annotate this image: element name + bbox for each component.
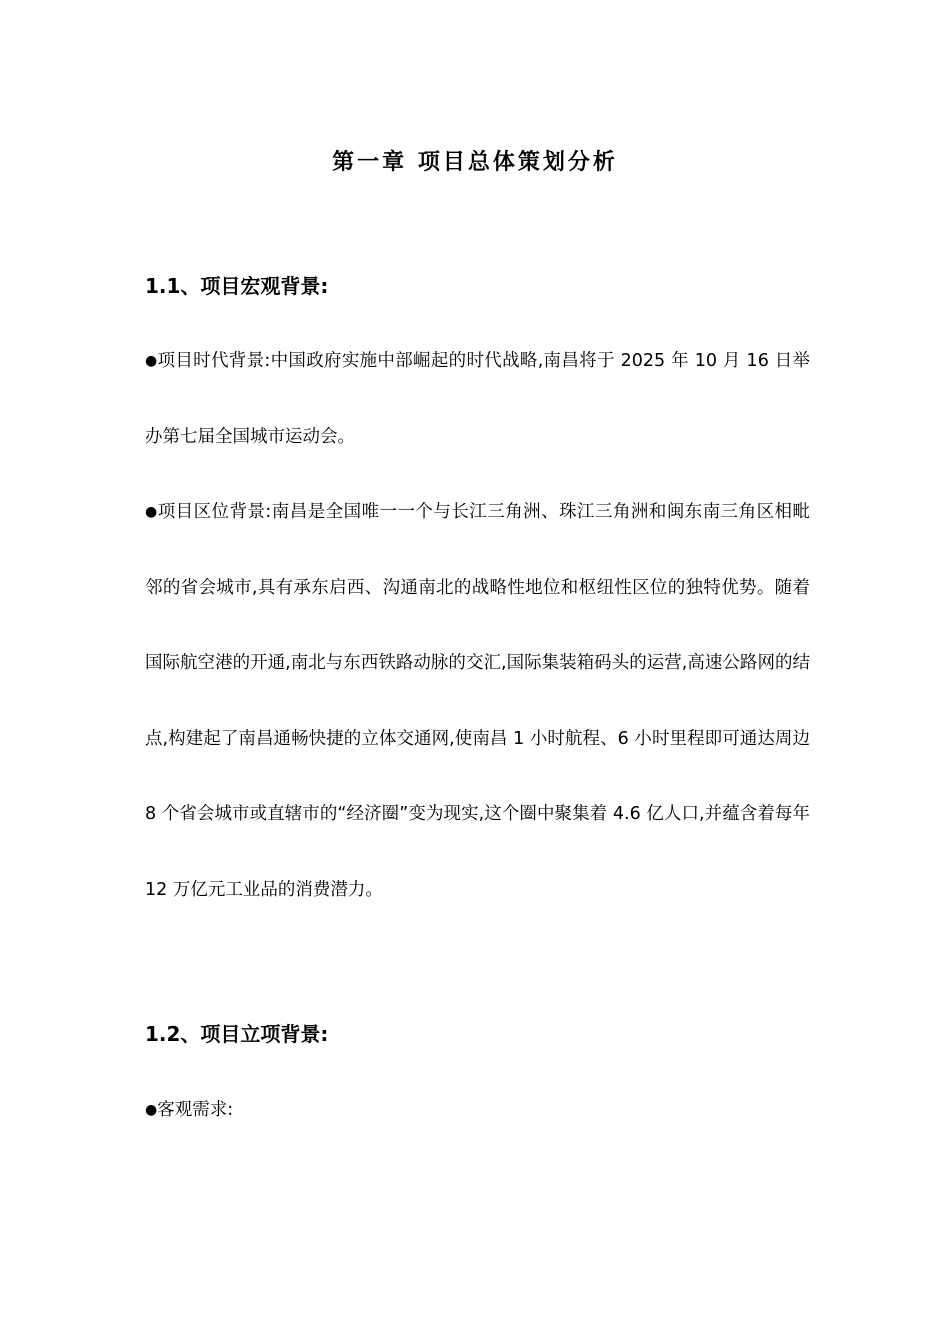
paragraph-location-background xyxy=(145,475,810,928)
paragraph-text: 南昌是全国唯一一个与长江三角洲、珠江三角洲和闽东南三角区相毗邻的省会城市,具有承东启西、沟通南北的战略性地位和枢纽性区位的独特优势。随着国际航空港的开通,南北与东西铁路动脉的交汇,国际集装箱码头的运营,高速公路网的结点,构建起了南昌通畅快捷的立体交通网,使南昌 1 小时航程、6 小时里程即可通达周边 8 个省会城市或直辖市的“经济圈”变为现实,这个圈中聚集着 4.6 亿人口,并蕴含着每年 12 万亿元工业品的消费潜力。 xyxy=(145,502,811,900)
section-heading-1-1: 1.1、项目宏观背景: xyxy=(145,274,329,298)
bullet-icon: ● xyxy=(145,504,158,520)
paragraph-label: 项目时代背景: xyxy=(157,351,271,371)
paragraph-label: 项目区位背景: xyxy=(157,502,272,522)
paragraph-text: 中国政府实施中部崛起的时代战略,南昌将于 2025 年 10 月 16 日举办第七届全国城市运动会。 xyxy=(145,351,811,447)
bullet-icon: ● xyxy=(145,1102,158,1118)
paragraph-objective-demand xyxy=(145,1073,810,1149)
paragraph-era-background xyxy=(145,324,810,475)
bullet-icon: ● xyxy=(145,353,158,369)
section-heading-1-2: 1.2、项目立项背景: xyxy=(145,1022,329,1046)
chapter-title: 第一章 项目总体策划分析 xyxy=(332,149,618,175)
paragraph-label: 客观需求: xyxy=(157,1100,234,1120)
